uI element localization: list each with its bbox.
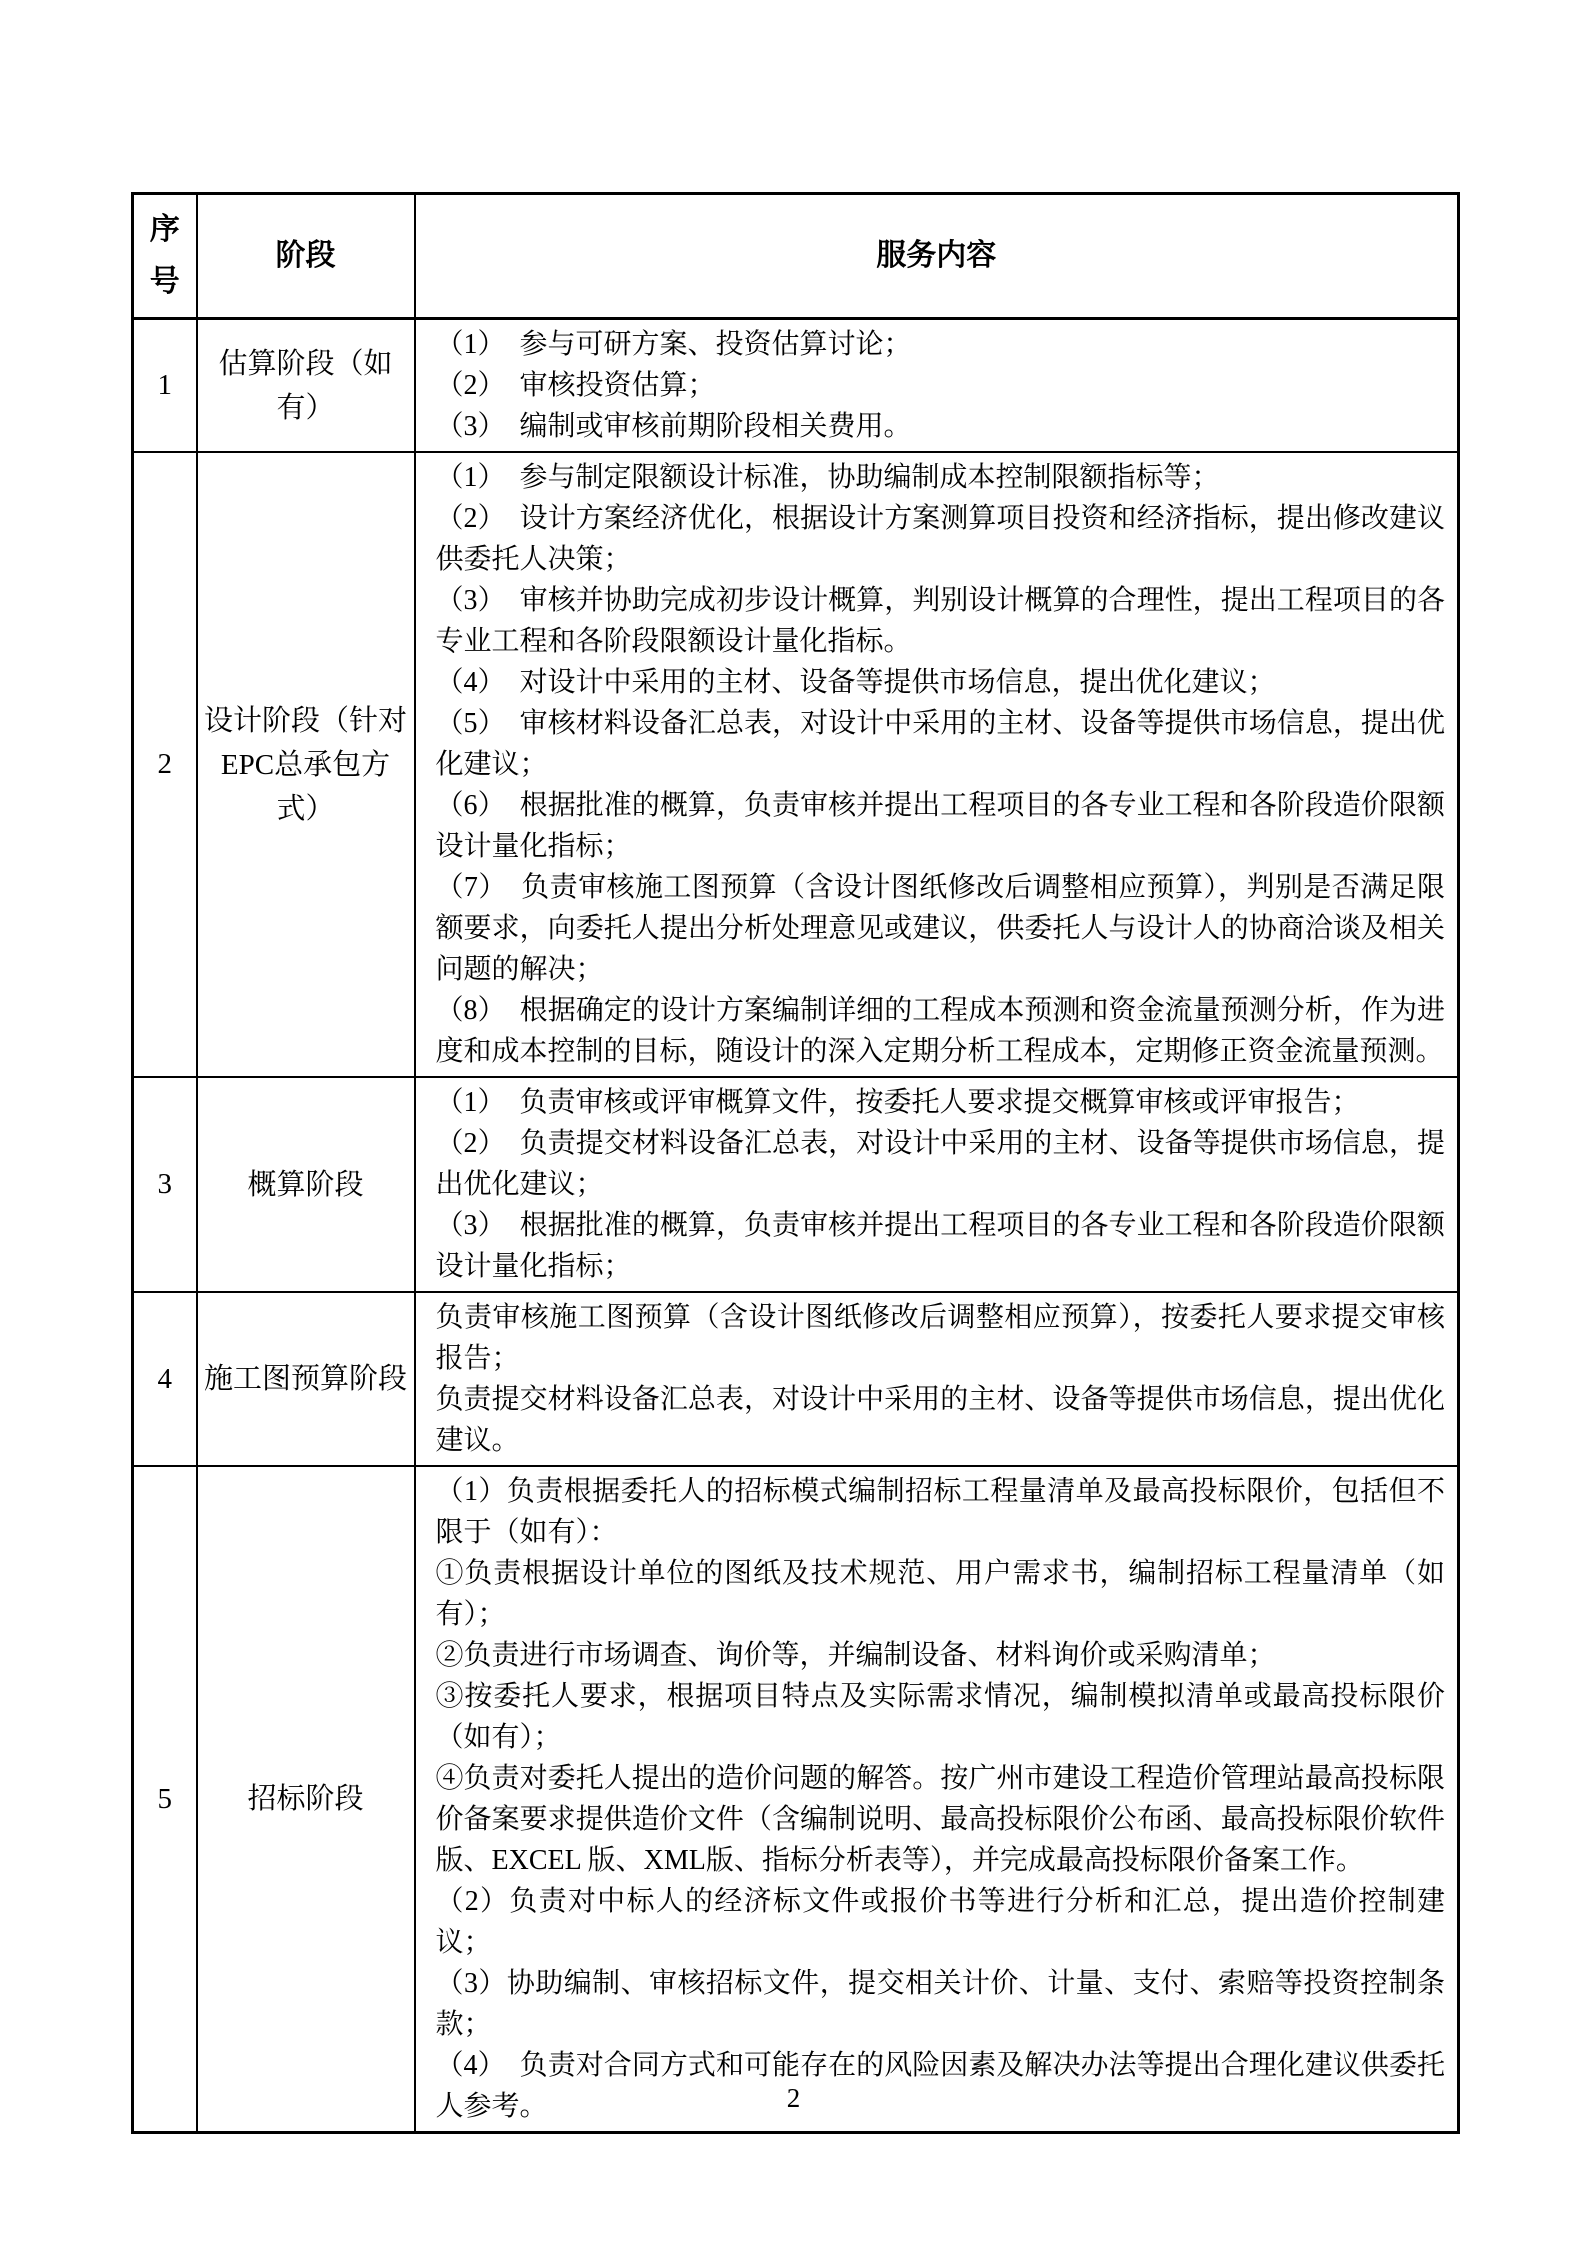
row-service-cell [415,452,1459,1077]
row-number-cell: 2 [133,452,197,1077]
table-row [133,1292,1459,1466]
row-service-cell [415,1466,1459,2133]
service-paragraph: （3） 审核并协助完成初步设计概算，判别设计概算的合理性，提出工程项目的各专业工程和各阶段限额设计量化指标。 [435,585,1445,657]
service-paragraph: （2）负责对中标人的经济标文件或报价书等进行分析和汇总，提出造价控制建议； [435,1886,1445,1958]
service-paragraph: （2） 审核投资估算； [435,370,716,401]
service-paragraph: ②负责进行市场调查、询价等，并编制设备、材料询价或采购清单； [435,1640,1276,1671]
service-paragraph: 负责提交材料设备汇总表，对设计中采用的主材、设备等提供市场信息，提出优化建议。 [435,1384,1445,1456]
table-header-row [133,194,1459,319]
page-number: 2 [786,2083,801,2113]
header-col-service: 服务内容 [415,194,1459,319]
service-paragraph: （1） 参与可研方案、投资估算讨论； [435,329,912,360]
service-paragraph: （3）协助编制、审核招标文件，提交相关计价、计量、支付、索赔等投资控制条款； [435,1968,1445,2040]
row-service-cell [415,1077,1459,1292]
service-paragraph: ③按委托人要求，根据项目特点及实际需求情况，编制模拟清单或最高投标限价（如有）； [435,1681,1445,1753]
service-paragraph: （4） 对设计中采用的主材、设备等提供市场信息，提出优化建议； [435,667,1276,698]
service-paragraph: （3） 根据批准的概算，负责审核并提出工程项目的各专业工程和各阶段造价限额设计量化指标； [435,1210,1445,1282]
table-row [133,1077,1459,1292]
service-paragraph: ④负责对委托人提出的造价问题的解答。按广州市建设工程造价管理站最高投标限价备案要求提供造价文件（含编制说明、最高投标限价公布函、最高投标限价软件版、EXCEL 版、XML版、指标分析表等），并完成最高投标限价备案工作。 [435,1763,1445,1876]
row-number-cell: 3 [133,1077,197,1292]
service-paragraph: （1） 参与制定限额设计标准，协助编制成本控制限额指标等； [435,462,1220,493]
row-service-cell [415,1292,1459,1466]
service-paragraph: ①负责根据设计单位的图纸及技术规范、用户需求书，编制招标工程量清单（如有）； [435,1558,1445,1630]
table-row [133,1466,1459,2133]
service-paragraph: 负责审核施工图预算（含设计图纸修改后调整相应预算），按委托人要求提交审核报告； [435,1302,1445,1374]
header-col-no: 序号 [133,194,197,319]
row-stage-cell: 概算阶段 [197,1077,415,1292]
row-stage-cell: 施工图预算阶段 [197,1292,415,1466]
header-col-stage: 阶段 [197,194,415,319]
service-paragraph: （6） 根据批准的概算，负责审核并提出工程项目的各专业工程和各阶段造价限额设计量化指标； [435,790,1445,862]
row-stage-cell: 设计阶段（针对EPC总承包方式） [197,452,415,1077]
table-row [133,452,1459,1077]
service-paragraph: （1） 负责审核或评审概算文件，按委托人要求提交概算审核或评审报告； [435,1087,1360,1118]
service-paragraph: （7） 负责审核施工图预算（含设计图纸修改后调整相应预算），判别是否满足限额要求，向委托人提出分析处理意见或建议，供委托人与设计人的协商洽谈及相关问题的解决； [435,872,1445,985]
service-paragraph: （2） 负责提交材料设备汇总表，对设计中采用的主材、设备等提供市场信息，提出优化建议； [435,1128,1445,1200]
service-paragraph: （1）负责根据委托人的招标模式编制招标工程量清单及最高投标限价，包括但不限于（如有）： [435,1476,1445,1548]
service-paragraph: （8） 根据确定的设计方案编制详细的工程成本预测和资金流量预测分析，作为进度和成本控制的目标，随设计的深入定期分析工程成本，定期修正资金流量预测。 [435,995,1445,1067]
table-row [133,319,1459,453]
service-paragraph: （3） 编制或审核前期阶段相关费用。 [435,411,912,442]
service-paragraph: （5） 审核材料设备汇总表，对设计中采用的主材、设备等提供市场信息，提出优化建议； [435,708,1445,780]
table-body [133,319,1459,2133]
row-number-cell: 1 [133,319,197,453]
row-service-cell [415,319,1459,453]
row-stage-cell: 估算阶段（如有） [197,319,415,453]
row-number-cell: 4 [133,1292,197,1466]
service-content-table [131,192,1460,2134]
row-number-cell: 5 [133,1466,197,2133]
row-stage-cell: 招标阶段 [197,1466,415,2133]
service-paragraph: （2） 设计方案经济优化，根据设计方案测算项目投资和经济指标，提出修改建议供委托人决策； [435,503,1445,575]
service-paragraph: （4） 负责对合同方式和可能存在的风险因素及解决办法等提出合理化建议供委托人参考。 [435,2050,1445,2122]
